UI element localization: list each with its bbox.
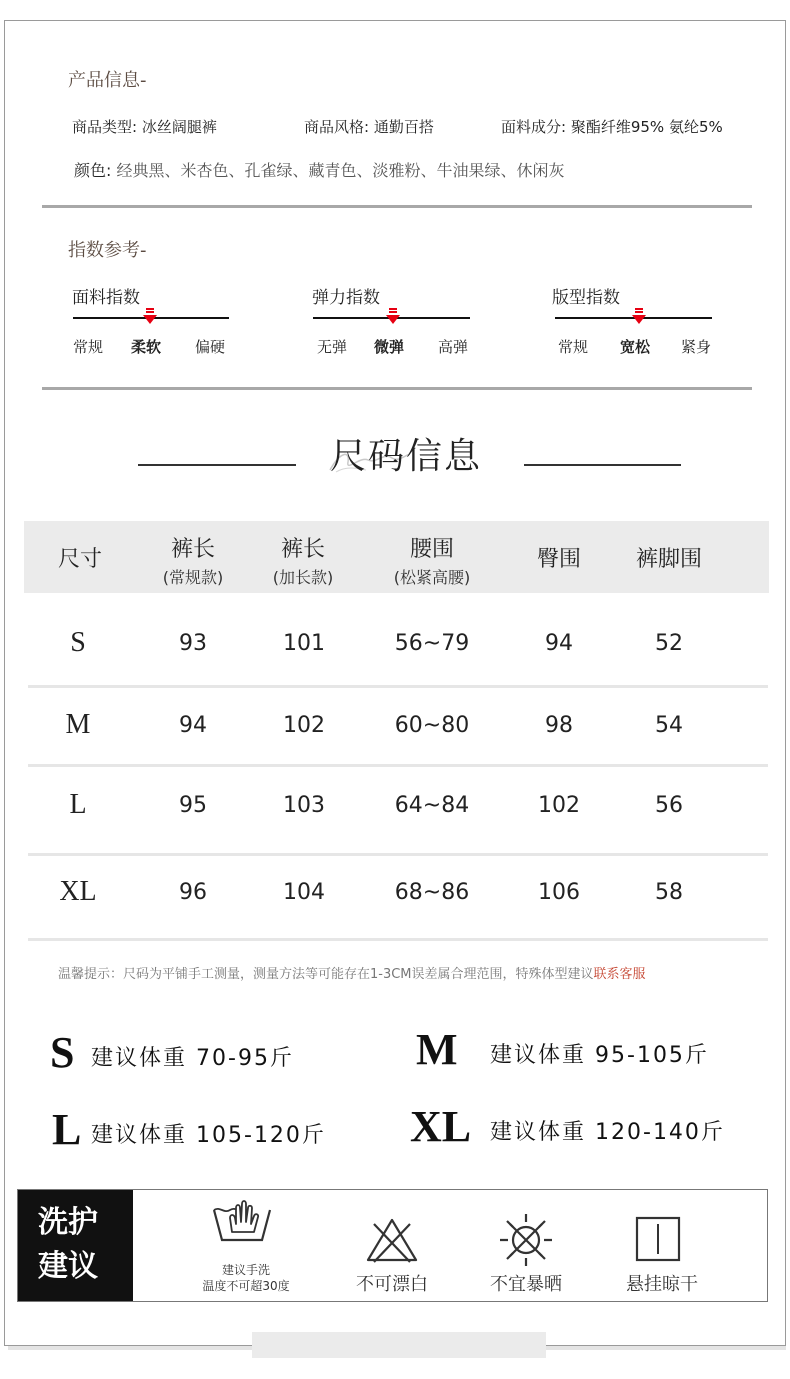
table-cell: 64~84 [394, 793, 470, 818]
table-cell: 93 [179, 631, 207, 656]
table-header-cell [370, 532, 494, 588]
index-option-selected: 微弹 [374, 338, 405, 356]
index-option-selected: 柔软 [131, 338, 162, 356]
weight-label: 建议体重 [91, 1046, 188, 1071]
size-info-title: 尺码信息 [330, 436, 483, 477]
hand-wash-icon [210, 1196, 274, 1248]
row-divider [28, 938, 768, 941]
index-option: 高弹 [438, 338, 469, 356]
size-label: L [69, 789, 87, 820]
row-divider [28, 764, 768, 767]
no-sun-caption: 不宜暴晒 [490, 1274, 562, 1295]
table-cell: 52 [655, 631, 683, 656]
index-marker-icon [632, 308, 646, 324]
product-colors [74, 158, 565, 181]
hand-wash-caption [190, 1262, 302, 1294]
product-type-value: 冰丝阔腿裤 [141, 118, 217, 136]
hang-dry-caption: 悬挂晾干 [626, 1274, 698, 1295]
table-cell: 96 [179, 880, 207, 905]
index-option: 常规 [73, 338, 104, 356]
table-header-main: 臀围 [536, 547, 581, 572]
table-header-main: 裤脚围 [635, 547, 702, 572]
table-header-main: 裤长 [280, 537, 325, 562]
title-line-left [138, 464, 296, 466]
table-header-cell [40, 542, 120, 573]
index-option: 紧身 [681, 338, 712, 356]
hang-dry-icon [635, 1216, 681, 1262]
size-label: M [65, 709, 91, 740]
weight-size-letter: L [52, 1105, 82, 1154]
table-header-main: 尺寸 [57, 547, 102, 572]
product-type [72, 116, 217, 137]
table-cell: 56~79 [394, 631, 470, 656]
table-cell: 102 [538, 793, 580, 818]
care-title-line2: 建议 [38, 1249, 98, 1284]
product-colors-label: 颜色: [74, 161, 112, 180]
table-cell: 104 [283, 880, 325, 905]
hand-wash-caption-line1: 建议手洗 [221, 1263, 270, 1277]
table-cell: 56 [655, 793, 683, 818]
product-style-label: 商品风格: [304, 118, 370, 136]
product-colors-value: 经典黑、米杏色、孔雀绿、藏青色、淡雅粉、牛油果绿、休闲灰 [116, 161, 565, 180]
no-bleach-icon [364, 1216, 420, 1264]
index-option: 偏硬 [195, 338, 226, 356]
index-label: 版型指数 [552, 288, 620, 308]
section-divider [42, 387, 752, 390]
table-header-cell [609, 542, 729, 573]
table-cell: 95 [179, 793, 207, 818]
product-fabric-value: 聚酯纤维95% 氨纶5% [570, 118, 723, 136]
table-header-main: 腰围 [409, 537, 454, 562]
weight-size-letter: XL [410, 1102, 472, 1151]
weight-range: 70-95斤 [187, 1046, 294, 1071]
table-cell: 103 [283, 793, 325, 818]
table-header-sub: (松紧高腰) [393, 568, 471, 587]
care-section [17, 1189, 768, 1302]
title-line-right [524, 464, 681, 466]
product-type-label: 商品类型: [72, 118, 138, 136]
table-header-cell [134, 532, 252, 588]
section-divider [42, 205, 752, 208]
weight-suggestion-text [91, 1118, 326, 1149]
index-label: 弹力指数 [312, 288, 380, 308]
table-cell: 94 [179, 713, 207, 738]
index-option: 常规 [558, 338, 589, 356]
product-info-title: 产品信息- [68, 70, 147, 91]
table-cell: 60~80 [394, 713, 470, 738]
row-divider [28, 853, 768, 856]
weight-suggestion-text [91, 1041, 294, 1072]
size-label: S [70, 627, 86, 658]
product-fabric [501, 116, 723, 137]
table-header-sub: (常规款) [162, 568, 224, 587]
weight-label: 建议体重 [490, 1043, 587, 1068]
table-cell: 58 [655, 880, 683, 905]
bottom-tab [252, 1332, 546, 1358]
product-style [304, 116, 434, 137]
table-cell: 94 [545, 631, 573, 656]
product-style-value: 通勤百搭 [373, 118, 434, 136]
contact-service-link[interactable]: 联系客服 [593, 967, 646, 982]
hand-wash-caption-line2: 温度不可超30度 [202, 1279, 290, 1293]
index-ref-title: 指数参考- [68, 240, 147, 261]
table-cell: 68~86 [394, 880, 470, 905]
index-marker-icon [143, 308, 157, 324]
no-bleach-caption: 不可漂白 [356, 1274, 428, 1295]
table-header-cell [499, 542, 619, 573]
weight-range: 95-105斤 [586, 1043, 709, 1068]
table-cell: 98 [545, 713, 573, 738]
table-header-cell [244, 532, 362, 588]
row-divider [28, 685, 768, 688]
table-cell: 106 [538, 880, 580, 905]
weight-range: 105-120斤 [187, 1123, 326, 1148]
product-fabric-label: 面料成分: [501, 118, 567, 136]
care-title-line1: 洗护 [38, 1205, 98, 1240]
size-note [58, 963, 646, 982]
care-title [18, 1190, 133, 1301]
table-cell: 102 [283, 713, 325, 738]
weight-suggestion-text [490, 1115, 725, 1146]
table-header-sub: (加长款) [272, 568, 334, 587]
index-option: 无弹 [317, 338, 348, 356]
weight-size-letter: S [50, 1028, 75, 1077]
table-cell: 101 [283, 631, 325, 656]
weight-suggestion-text [490, 1038, 709, 1069]
weight-range: 120-140斤 [586, 1120, 725, 1145]
index-label: 面料指数 [72, 288, 140, 308]
table-header-main: 裤长 [170, 537, 215, 562]
index-option-selected: 宽松 [620, 338, 651, 356]
index-marker-icon [386, 308, 400, 324]
size-label: XL [59, 876, 97, 907]
no-sun-icon [496, 1210, 556, 1270]
size-note-text: 温馨提示：尺码为平铺手工测量，测量方法等可能存在1-3CM误差属合理范围，特殊体型建议 [58, 967, 594, 982]
table-cell: 54 [655, 713, 683, 738]
weight-label: 建议体重 [490, 1120, 587, 1145]
weight-size-letter: M [416, 1025, 458, 1074]
weight-label: 建议体重 [91, 1123, 188, 1148]
